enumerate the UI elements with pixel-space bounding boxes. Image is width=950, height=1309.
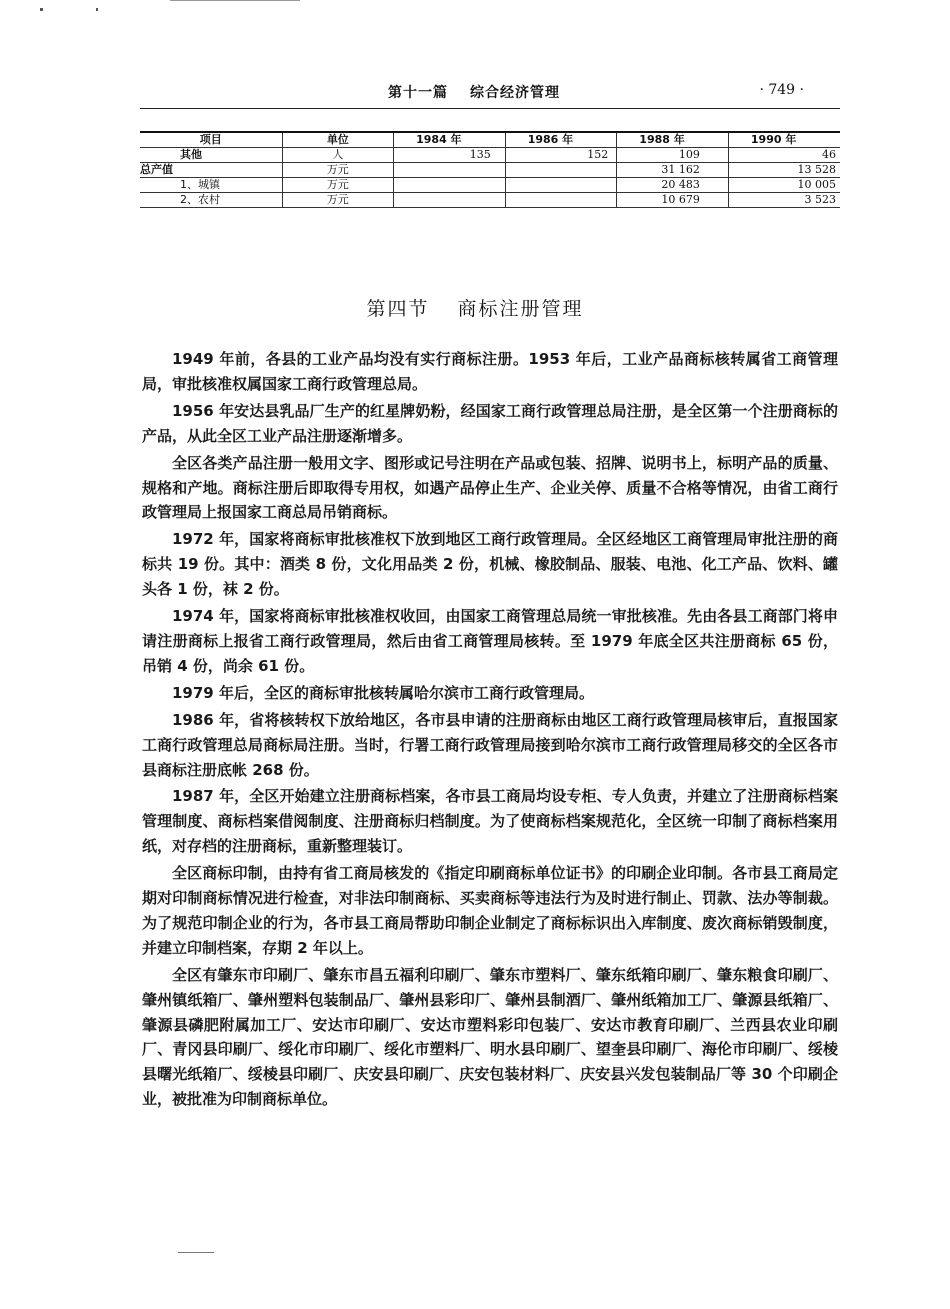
body-text — [142, 347, 838, 1114]
column-header: 项目 — [140, 132, 282, 148]
row-unit: 万元 — [282, 193, 394, 208]
row-item: 2、农村 — [140, 193, 282, 208]
cell-1990: 10 005 — [728, 178, 840, 193]
cell-1988: 10 679 — [617, 193, 729, 208]
row-unit: 万元 — [282, 178, 394, 193]
table-header-row — [140, 132, 840, 148]
cell-1984 — [394, 163, 506, 178]
row-item: 总产值 — [140, 163, 282, 178]
row-item: 1、城镇 — [140, 178, 282, 193]
paragraph: 1986 年，省将核转权下放给地区，各市县申请的注册商标由地区工商行政管理局核审后，直报国家工商行政管理总局商标局注册。当时，行署工商行政管理局接到哈尔滨市工商行政管理局移交的全区各市县商标注册底帐 268 份。 — [142, 710, 838, 779]
cell-1990: 3 523 — [728, 193, 840, 208]
header-rule — [140, 108, 840, 109]
paragraph: 1987 年，全区开始建立注册商标档案，各市县工商局均设专柜、专人负责，并建立了注册商标档案管理制度、商标档案借阅制度、注册商标归档制度。为了使商标档案规范化，全区统一印制了商标档案用纸，对存档的注册商标，重新整理装订。 — [142, 787, 838, 856]
row-unit: 人 — [282, 148, 394, 163]
cell-1986 — [505, 178, 617, 193]
table-row — [140, 193, 840, 208]
part-label: 第十一篇 — [388, 85, 448, 101]
cell-1986 — [505, 193, 617, 208]
statistics-table — [140, 131, 840, 208]
column-header: 单位 — [282, 132, 394, 148]
paragraph: 全区有肇东市印刷厂、肇东市昌五福利印刷厂、肇东市塑料厂、肇东纸箱印刷厂、肇东粮食印刷厂、肇州镇纸箱厂、肇州塑料包装制品厂、肇州县彩印厂、肇州县制酒厂、肇州纸箱加工厂、肇源县纸箱厂、肇源县磷肥附属加工厂、安达市印刷厂、安达市塑料彩印包装厂、安达市教育印刷厂、兰西县农业印刷厂、青冈县印刷厂、绥化市印刷厂、绥化市塑料厂、明水县印刷厂、望奎县印刷厂、海伦市印刷厂、绥棱县曙光纸箱厂、绥棱县印刷厂、庆安县印刷厂、庆安包装材料厂、庆安县兴发包装制品厂等 30 个印刷企业，被批准为印制商标单位。 — [142, 965, 838, 1109]
running-header — [140, 82, 840, 102]
row-unit: 万元 — [282, 163, 394, 178]
scan-artifact — [96, 8, 98, 11]
page-number: · 749 · — [759, 82, 804, 98]
scan-artifact — [40, 8, 43, 11]
column-header: 1990 年 — [728, 132, 840, 148]
cell-1984 — [394, 178, 506, 193]
cell-1988: 109 — [617, 148, 729, 163]
cell-1990: 46 — [728, 148, 840, 163]
cell-1988: 20 483 — [617, 178, 729, 193]
paragraph: 全区各类产品注册一般用文字、图形或记号注明在产品或包装、招牌、说明书上，标明产品的质量、规格和产地。商标注册后即取得专用权，如遇产品停止生产、企业关停、质量不合格等情况，由省工商行政管理局上报国家工商总局吊销商标。 — [142, 453, 838, 522]
section-title — [0, 294, 950, 321]
row-item: 其他 — [140, 148, 282, 163]
paragraph: 1949 年前，各县的工业产品均没有实行商标注册。1953 年后，工业产品商标核转属省工商管理局，审批核准权属国家工商行政管理总局。 — [142, 350, 838, 393]
table-row — [140, 178, 840, 193]
scan-artifact — [178, 1252, 214, 1253]
part-title: 综合经济管理 — [470, 85, 560, 101]
cell-1984: 135 — [394, 148, 506, 163]
cell-1986: 152 — [505, 148, 617, 163]
paragraph: 1972 年，国家将商标审批核准权下放到地区工商行政管理局。全区经地区工商管理局审批注册的商标共 19 份。其中：酒类 8 份，文化用品类 2 份，机械、橡胶制品、服装、电池、化工产品、饮料、罐头各 1 份，袜 2 份。 — [142, 530, 838, 599]
running-header-title — [388, 82, 560, 102]
paragraph: 1974 年，国家将商标审批核准权收回，由国家工商管理总局统一审批核准。先由各县工商部门将申请注册商标上报省工商行政管理局，然后由省工商管理局核转。至 1979 年底全区共注册商标 65 份，吊销 4 份，尚余 61 份。 — [142, 607, 838, 675]
cell-1988: 31 162 — [617, 163, 729, 178]
table-row — [140, 148, 840, 163]
cell-1984 — [394, 193, 506, 208]
paragraph: 1979 年后，全区的商标审批核转属哈尔滨市工商行政管理局。 — [172, 683, 594, 702]
cell-1986 — [505, 163, 617, 178]
table-row — [140, 163, 840, 178]
column-header: 1988 年 — [617, 132, 729, 148]
column-header: 1984 年 — [394, 132, 506, 148]
section-heading: 商标注册管理 — [457, 298, 584, 320]
paragraph: 1956 年安达县乳品厂生产的红星牌奶粉，经国家工商行政管理总局注册，是全区第一个注册商标的产品，从此全区工业产品注册逐渐增多。 — [142, 401, 838, 445]
section-number: 第四节 — [366, 298, 430, 320]
column-header: 1986 年 — [505, 132, 617, 148]
paragraph: 全区商标印制，由持有省工商局核发的《指定印刷商标单位证书》的印刷企业印制。各市县工商局定期对印制商标情况进行检查，对非法印制商标、买卖商标等违法行为及时进行制止、罚款、法办等制裁。为了规范印制企业的行为，各市县工商局帮助印制企业制定了商标标识出入库制度、废次商标销毁制度，并建立印制档案，存期 2 年以上。 — [142, 864, 838, 957]
cell-1990: 13 528 — [728, 163, 840, 178]
scan-artifact — [170, 0, 300, 1]
